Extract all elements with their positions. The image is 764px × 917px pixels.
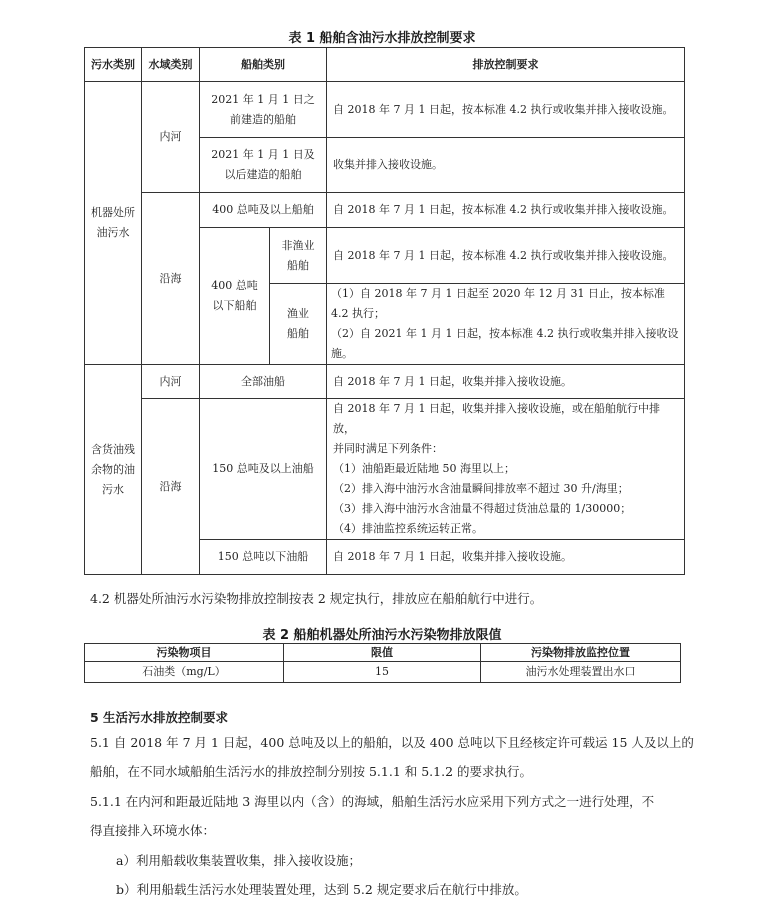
requirement-line: 并同时满足下列条件： xyxy=(333,442,443,455)
group-cargo-oil: 含货油残余物的油污水 xyxy=(85,365,142,575)
ship-all-tankers: 全部油船 xyxy=(200,365,327,399)
table2-caption: 表 2 船舶机器处所油污水污染物排放限值 xyxy=(262,628,502,643)
location-cell: 油污水处理装置出水口 xyxy=(481,662,681,683)
table-row xyxy=(85,365,685,399)
ship-under-150: 150 总吨以下油船 xyxy=(200,540,327,575)
requirement-cell xyxy=(327,284,685,365)
area-inland: 内河 xyxy=(142,365,200,399)
requirement-line: （2）自 2021 年 1 月 1 日起，按本标准 4.2 执行或收集并排入接收设施。 xyxy=(331,327,679,360)
requirement-cell: 自 2018 年 7 月 1 日起，收集并排入接收设施。 xyxy=(327,540,685,575)
table-header-row xyxy=(85,644,681,662)
header-ship-type: 船舶类别 xyxy=(200,48,327,82)
header-sewage-type: 污水类别 xyxy=(85,48,142,82)
table-row xyxy=(85,82,685,138)
header-monitor-location: 污染物排放监控位置 xyxy=(481,644,681,662)
area-coastal: 沿海 xyxy=(142,193,200,365)
oily-water-table xyxy=(84,47,685,575)
area-coastal: 沿海 xyxy=(142,399,200,575)
header-water-area: 水域类别 xyxy=(142,48,200,82)
requirement-cell xyxy=(327,399,685,540)
ship-under-400: 400 总吨以下船舶 xyxy=(200,228,270,365)
area-inland: 内河 xyxy=(142,82,200,193)
paragraph-4-2: 4.2 机器处所油污水污染物排放控制按表 2 规定执行，排放应在船舶航行中进行。 xyxy=(90,591,543,606)
paragraph-5-1-line: 5.1 自 2018 年 7 月 1 日起，400 总吨及以上的船舶，以及 400 总吨以下且经核定许可载运 15 人及以上的 xyxy=(90,735,694,750)
requirement-line: （1）油船距最近陆地 50 海里以上； xyxy=(333,462,515,475)
header-requirement: 排放控制要求 xyxy=(327,48,685,82)
table-header-row xyxy=(85,48,685,82)
ship-after-2021: 2021 年 1 月 1 日及以后建造的船舶 xyxy=(200,138,327,193)
paragraph-5-1-1-line: 5.1.1 在内河和距最近陆地 3 海里以内（含）的海域，船舶生活污水应采用下列方式之一进行处理，不 xyxy=(90,794,655,809)
requirement-cell: 自 2018 年 7 月 1 日起，按本标准 4.2 执行或收集并排入接收设施。 xyxy=(327,228,685,284)
ship-over-150: 150 总吨及以上油船 xyxy=(200,399,327,540)
table-row xyxy=(85,399,685,540)
requirement-cell: 收集并排入接收设施。 xyxy=(327,138,685,193)
ship-nonfishing: 非渔业船舶 xyxy=(270,228,327,284)
section-5-heading: 5 生活污水排放控制要求 xyxy=(90,710,229,725)
paragraph-5-1-line: 船舶，在不同水域船舶生活污水的排放控制分别按 5.1.1 和 5.1.2 的要求执行。 xyxy=(90,764,533,779)
requirement-cell: 自 2018 年 7 月 1 日起，按本标准 4.2 执行或收集并排入接收设施。 xyxy=(327,193,685,228)
ship-over-400: 400 总吨及以上船舶 xyxy=(200,193,327,228)
limit-cell: 15 xyxy=(284,662,481,683)
emission-limit-table xyxy=(84,643,681,683)
table-row xyxy=(85,662,681,683)
group-engine-room: 机器处所油污水 xyxy=(85,82,142,365)
pollutant-cell: 石油类（mg/L） xyxy=(85,662,284,683)
header-limit: 限值 xyxy=(284,644,481,662)
ship-before-2021: 2021 年 1 月 1 日之前建造的船舶 xyxy=(200,82,327,138)
requirement-line: （4）排油监控系统运转正常。 xyxy=(333,522,483,535)
header-pollutant: 污染物项目 xyxy=(85,644,284,662)
requirement-cell: 自 2018 年 7 月 1 日起，收集并排入接收设施。 xyxy=(327,365,685,399)
requirement-line: （2）排入海中油污水含油量瞬间排放率不超过 30 升/海里； xyxy=(333,482,629,495)
requirement-line: （1）自 2018 年 7 月 1 日起至 2020 年 12 月 31 日止，按本标准 4.2 执行； xyxy=(331,287,665,320)
table-row xyxy=(85,193,685,228)
requirement-line: （3）排入海中油污水含油量不得超过货油总量的 1/30000； xyxy=(333,502,632,515)
requirement-cell: 自 2018 年 7 月 1 日起，按本标准 4.2 执行或收集并排入接收设施。 xyxy=(327,82,685,138)
list-item-b: b）利用船载生活污水处理装置处理，达到 5.2 规定要求后在航行中排放。 xyxy=(116,882,527,897)
table1-caption: 表 1 船舶含油污水排放控制要求 xyxy=(288,31,476,46)
paragraph-5-1-1-line: 得直接排入环境水体： xyxy=(90,823,216,838)
list-item-a: a）利用船载收集装置收集，排入接收设施； xyxy=(116,853,361,868)
requirement-line: 自 2018 年 7 月 1 日起，收集并排入接收设施，或在船舶航行中排放， xyxy=(333,402,660,435)
ship-fishing: 渔业船舶 xyxy=(270,284,327,365)
